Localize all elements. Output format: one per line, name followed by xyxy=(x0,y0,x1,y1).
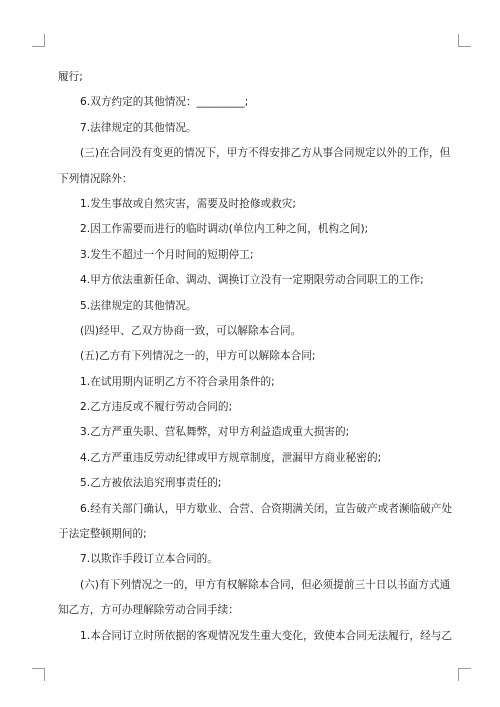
text-line: 2.乙方违反或不履行劳动合同的; xyxy=(80,401,233,414)
text-line: 5.乙方被依法追究刑事责任的; xyxy=(80,477,222,490)
text-line: 下列情况除外： xyxy=(58,172,133,185)
text-line: 4.乙方严重违反劳动纪律或甲方规章制度，泄漏甲方商业秘密的; xyxy=(80,451,382,464)
crop-mark-bottom-right xyxy=(458,668,471,681)
text-line: 于法定整顿期间的; xyxy=(58,528,147,541)
crop-mark-top-left xyxy=(32,34,45,47)
text-line: 1.本合同订立时所依据的客观情况发生重大变化，致使本合同无法履行，经与乙 xyxy=(80,629,453,642)
text-line: 知乙方，方可办理解除劳动合同手续： xyxy=(58,604,239,617)
text-line: 4.甲方依法重新任命、调动、调换订立没有一定期限劳动合同职工的工作; xyxy=(80,274,424,287)
text-line: 1.在试用期内证明乙方不符合录用条件的; xyxy=(80,375,275,388)
text-line: 3.乙方严重失职、营私舞弊，对甲方利益造成重大损害的; xyxy=(80,426,350,439)
document-body xyxy=(58,65,453,649)
crop-mark-bottom-left xyxy=(32,668,45,681)
text-line: 履行; xyxy=(58,71,83,83)
text-line: (四)经甲、乙双方协商一致，可以解除本合同。 xyxy=(80,324,302,337)
text-line: 1.发生事故或自然灾害，需要及时抢修或救灾; xyxy=(80,197,297,210)
text-line: 7.以欺诈手段订立本合同的。 xyxy=(80,553,218,566)
text-line: 2.因工作需要而进行的临时调动(单位内工种之间，机构之间); xyxy=(80,223,369,236)
text-line: 7.法律规定的其他情况。 xyxy=(80,121,197,134)
text-line: (三)在合同没有变更的情况下，甲方不得安排乙方从事合同规定以外的工作，但 xyxy=(80,147,451,160)
text-line: (五)乙方有下列情况之一的，甲方可以解除本合同; xyxy=(80,350,316,363)
text-line: (六)有下列情况之一的，甲方有权解除本合同，但必须提前三十日以书面方式通 xyxy=(80,578,451,591)
crop-mark-top-right xyxy=(458,34,471,47)
text-line: 6.经有关部门确认，甲方歇业、合营、合资期满关闭，宣告破产或者濒临破产处 xyxy=(80,502,453,515)
text-line: 3.发生不超过一个月时间的短期停工; xyxy=(80,248,254,261)
text-line: 6.双方约定的其他情况：_________; xyxy=(80,96,249,109)
text-line: 5.法律规定的其他情况。 xyxy=(80,299,197,312)
